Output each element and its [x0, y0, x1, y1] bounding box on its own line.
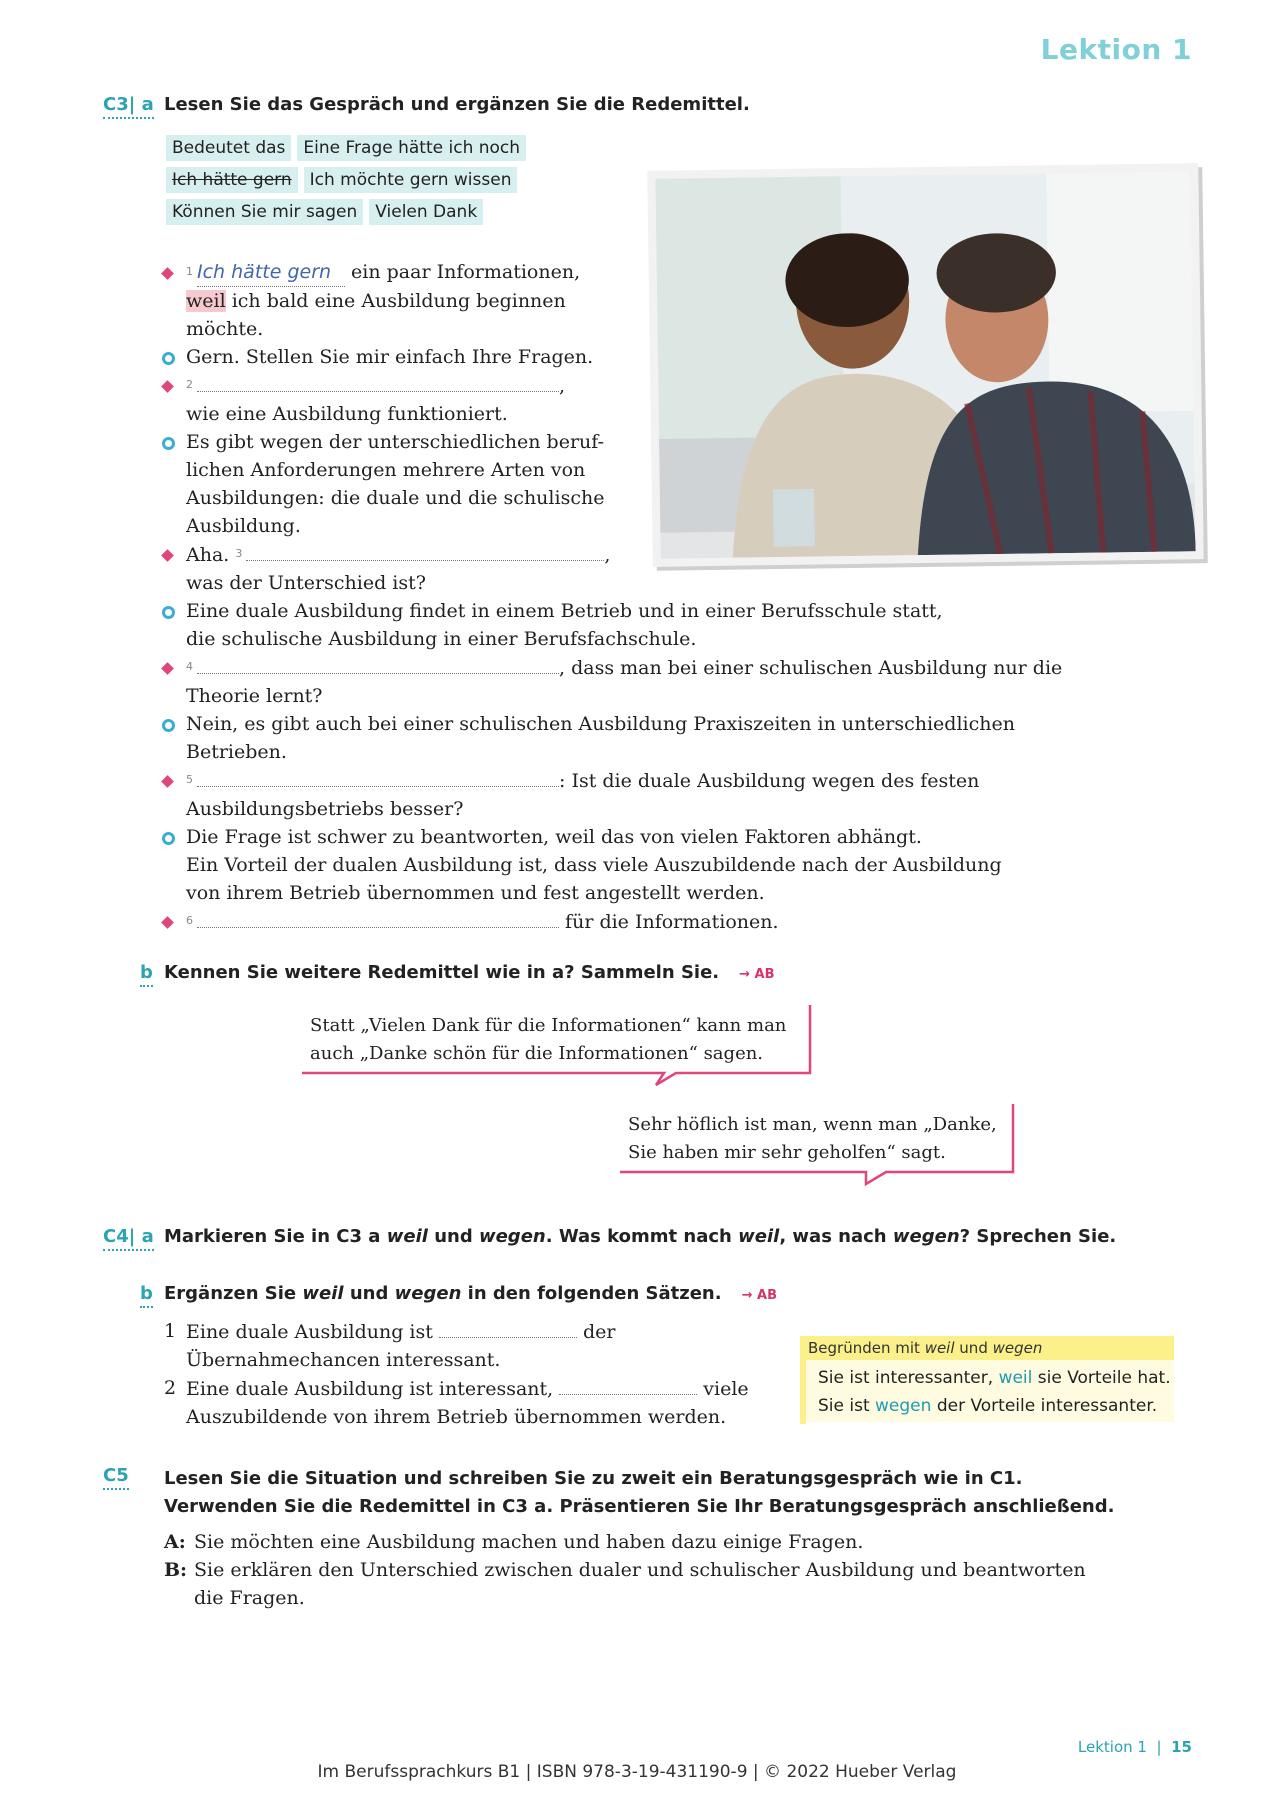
dialog-exercise: $^1$ Ich hätte gern ein paar Informationen, weil ich bald eine Ausbildung beginnen möchte. Gern. Stellen Sie mir einfach Ihre Fragen. $^2$ , wie eine Ausbildung funktioniert. Es gibt wegen der unterschiedlichen beruf- lichen Anforderungen mehrere Arten von Ausbildungen: die duale und die schulische Ausbildung. Aha. $^3$ , was der Unterschied ist? Eine duale Ausbildung findet in einem Betrieb und in einer Berufsschule statt, die schulische Ausbildung in einer Berufsfachschule. $^4$ , dass man bei einer schulischen Ausbildung nur die Theorie lernt? Nein, es gibt auch bei einer schulischen Ausbildung Praxiszeiten in unterschiedlichen Betrieben. $^5$ : Ist die duale Ausbildung wegen des festen Ausbildungsbetriebs besser? Die Frage ist schwer zu beantworten, weil das von vielen Faktoren abhängt. Ein Vorteil der dualen Ausbildung ist, dass viele Auszubildende nach der Ausbildung von ihrem Betrieb übernommen und fest angestellt werden. $^6$ für die Informationen.: [160, 258, 1080, 936]
answer-blank-6[interactable]: [197, 907, 559, 928]
phrase-chip: Können Sie mir sagen: [166, 199, 363, 225]
phrase-chip-used: Ich hätte gern: [166, 167, 298, 193]
phrase-chip: Bedeutet das: [166, 135, 291, 161]
dialog-line-8: Nein, es gibt auch bei einer schulischen Ausbildung Praxiszeiten in unterschiedlichen: [160, 710, 1080, 738]
workbook-link[interactable]: → AB: [739, 967, 775, 982]
speaker-b-marker: [162, 719, 175, 732]
speaker-a-marker: [161, 775, 174, 788]
speaker-a-marker: [161, 267, 174, 280]
page-footer-number: Lektion 1 | 15: [1077, 1738, 1192, 1756]
task-instruction-c4a: Markieren Sie in C3 a weil und wegen. Was kommt nach weil, was nach wegen? Sprechen Sie.: [164, 1226, 1117, 1247]
speaker-a-marker: [161, 380, 174, 393]
task-instruction-c3a: Lesen Sie das Gespräch und ergänzen Sie die Redemittel.: [164, 94, 750, 115]
answer-blank-s1[interactable]: [439, 1317, 577, 1338]
speaker-a-marker: [161, 549, 174, 562]
dialog-line-4: Es gibt wegen der unterschiedlichen beruf-: [160, 428, 1080, 456]
phrase-chip: Ich möchte gern wissen: [304, 167, 518, 193]
answer-blank-3[interactable]: [246, 540, 604, 561]
lesson-title: Lektion 1: [1040, 33, 1192, 66]
task-id-c4a: C4| a: [103, 1226, 154, 1251]
highlight-weil: weil: [186, 290, 226, 312]
grammar-box-title: Begründen mit weil und wegen: [800, 1336, 1174, 1360]
task-instruction-c5: Lesen Sie die Situation und schreiben Sie zu zweit ein Beratungsgespräch wie in C1. Verwenden Sie die Redemittel in C3 a. Präsentieren Sie Ihr Beratungsgespräch anschließend.: [164, 1468, 1115, 1517]
speaker-a-marker: [161, 662, 174, 675]
task-id-c4b: b: [140, 1283, 153, 1308]
sentence-2: 2 Eine duale Ausbildung ist interessant, viele: [164, 1374, 784, 1403]
task-id-c5: C5: [103, 1465, 129, 1490]
speech-bubble-2: Sehr höflich ist man, wenn man „Danke, Sie haben mir sehr geholfen“ sagt.: [620, 1103, 1025, 1183]
dialog-line-6: Eine duale Ausbildung findet in einem Betrieb und in einer Berufsschule statt,: [160, 597, 1080, 625]
fill-in-sentences: 1 Eine duale Ausbildung ist der Übernahmechancen interessant. 2 Eine duale Ausbildung ist interessant, viele Auszubildende von ihrem Betrieb übernommen werden.: [164, 1317, 784, 1431]
phrase-chip: Eine Frage hätte ich noch: [297, 135, 526, 161]
speaker-b-marker: [162, 832, 175, 845]
answer-blank-4[interactable]: [197, 653, 559, 674]
dialog-line-9: $^5$ : Ist die duale Ausbildung wegen des festen: [160, 766, 1080, 795]
speaker-b-marker: [162, 606, 175, 619]
dialog-line-5: Aha. $^3$ ,: [160, 540, 1080, 569]
dialog-line-7: $^4$ , dass man bei einer schulischen Ausbildung nur die: [160, 653, 1080, 682]
dialog-line-10: Die Frage ist schwer zu beantworten, weil das von vielen Faktoren abhängt.: [160, 823, 1080, 851]
grammar-box: [800, 1336, 1174, 1422]
filled-answer-1[interactable]: Ich hätte gern: [197, 258, 345, 287]
grammar-box-examples: Sie ist interessanter, weil sie Vorteile hat. Sie ist wegen der Vorteile interessanter.: [800, 1360, 1174, 1424]
speaker-a-marker: [161, 916, 174, 929]
workbook-link[interactable]: → AB: [741, 1288, 777, 1303]
task-id-c3b: b: [140, 962, 153, 987]
task-instruction-c3b: Kennen Sie weitere Redemittel wie in a? Sammeln Sie. → AB: [164, 962, 775, 983]
speaker-b-marker: [162, 437, 175, 450]
answer-blank-s2[interactable]: [559, 1374, 697, 1395]
phrase-chips: [166, 135, 586, 231]
sentence-1: 1 Eine duale Ausbildung ist der: [164, 1317, 784, 1346]
answer-blank-2[interactable]: [197, 371, 559, 392]
speaker-b-marker: [162, 352, 175, 365]
answer-blank-5[interactable]: [197, 766, 559, 787]
role-b: B: Sie erklären den Unterschied zwischen dualer und schulischer Ausbildung und beantworten: [164, 1559, 1086, 1581]
task-id-c3a: C3| a: [103, 94, 154, 119]
dialog-line-1: $^1$ Ich hätte gern ein paar Informationen,: [160, 258, 1080, 287]
role-a: A: Sie möchten eine Ausbildung machen und haben dazu einige Fragen.: [164, 1531, 864, 1553]
dialog-line-11: $^6$ für die Informationen.: [160, 907, 1080, 936]
role-list: A: Sie möchten eine Ausbildung machen und haben dazu einige Fragen. B: Sie erklären den Unterschied zwischen dualer und schulischer Ausbildung und beantworten die Fragen.: [164, 1528, 1124, 1612]
dialog-line-2: Gern. Stellen Sie mir einfach Ihre Fragen.: [160, 343, 1080, 371]
dialog-line-3: $^2$ ,: [160, 371, 1080, 400]
publisher-credit: Im Berufssprachkurs B1 | ISBN 978-3-19-431190-9 | © 2022 Hueber Verlag: [317, 1762, 957, 1782]
task-instruction-c4b: Ergänzen Sie weil und wegen in den folgenden Sätzen. → AB: [164, 1283, 777, 1304]
speech-bubble-1: Statt „Vielen Dank für die Informationen“ kann man auch „Danke schön für die Informationen“ sagen.: [302, 1004, 809, 1084]
phrase-chip: Vielen Dank: [369, 199, 483, 225]
